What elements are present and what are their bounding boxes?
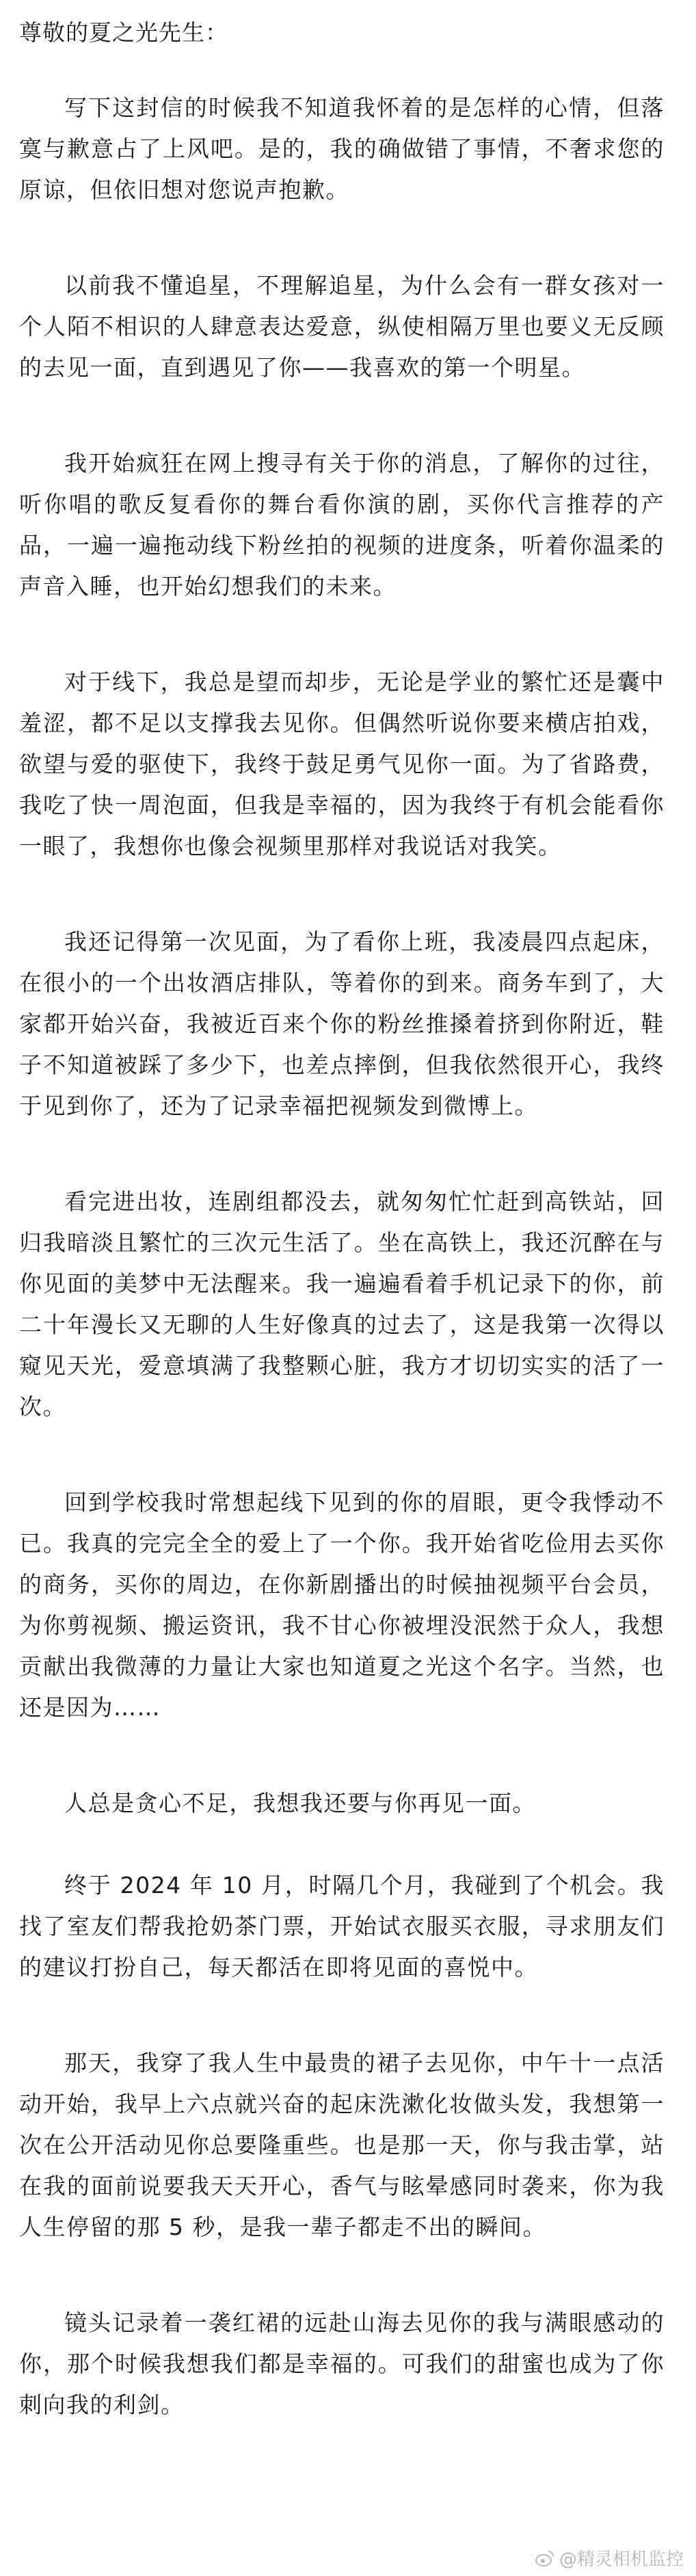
weibo-watermark <box>535 2545 684 2571</box>
letter-paragraph-11: 镜头记录着一袭红裙的远赴山海去见你的我与满眼感动的你，那个时候我想我们都是幸福的。可我们的甜蜜也成为了你刺向我的利剑。 <box>19 2309 665 2418</box>
letter-greeting: 尊敬的夏之光先生： <box>19 19 228 46</box>
letter-paragraph-3: 我开始疯狂在网上搜寻有关于你的消息，了解你的过往，听你唱的歌反复看你的舞台看你演的剧，买你代言推荐的产品，一遍一遍拖动线下粉丝拍的视频的进度条，听着你温柔的声音入睡，也开始幻想我们的未来。 <box>19 450 665 600</box>
letter-paragraph-10: 那天，我穿了我人生中最贵的裙子去见你，中午十一点活动开始，我早上六点就兴奋的起床洗漱化妆做头发，我想第一次在公开活动见你总要隆重些。也是那一天，你与我击掌，站在我的面前说要我天天开心，香气与眩晕感同时袭来，你为我人生停留的那 5 秒，是我一辈子都走不出的瞬间。 <box>19 2050 665 2240</box>
letter-paragraph-6: 看完进出妆，连剧组都没去，就匆匆忙忙赶到高铁站，回归我暗淡且繁忙的三次元生活了。坐在高铁上，我还沉醉在与你见面的美梦中无法醒来。我一遍遍看着手机记录下的你，前二十年漫长又无聊的人生好像真的过去了，这是我第一次得以窥见天光，爱意填满了我整颗心脏，我方才切切实实的活了一次。 <box>19 1188 665 1420</box>
letter-paragraph-2: 以前我不懂追星，不理解追星，为什么会有一群女孩对一个人陌不相识的人肆意表达爱意，纵使相隔万里也要义无反顾的去见一面，直到遇见了你——我喜欢的第一个明星。 <box>19 272 665 381</box>
letter-paragraph-4: 对于线下，我总是望而却步，无论是学业的繁忙还是囊中羞涩，都不足以支撑我去见你。但偶然听说你要来横店拍戏，欲望与爱的驱使下，我终于鼓足勇气见你一面。为了省路费，我吃了快一周泡面，但我是幸福的，因为我终于有机会能看你一眼了，我想你也像会视频里那样对我说话对我笑。 <box>19 669 665 859</box>
letter-paragraph-9: 终于 2024 年 10 月，时隔几个月，我碰到了个机会。我找了室友们帮我抢奶茶门票，开始试衣服买衣服，寻求朋友们的建议打扮自己，每天都活在即将见面的喜悦中。 <box>19 1872 665 1981</box>
letter-paragraph-5: 我还记得第一次见面，为了看你上班，我凌晨四点起床，在很小的一个出妆酒店排队，等着你的到来。商务车到了，大家都开始兴奋，我被近百来个你的粉丝推搡着挤到你附近，鞋子不知道被踩了多少下，也差点摔倒，但我依然很开心，我终于见到你了，还为了记录幸福把视频发到微博上。 <box>19 928 665 1119</box>
weibo-icon <box>535 2548 555 2568</box>
watermark-text: @精灵相机监控 <box>559 2549 684 2570</box>
letter-paragraph-7: 回到学校我时常想起线下见到的你的眉眼，更令我悸动不已。我真的完完全全的爱上了一个你。我开始省吃俭用去买你的商务，买你的周边，在你新剧播出的时候抽视频平台会员，为你剪视频、搬运资讯，我不甘心你被埋没泯然于众人，我想贡献出我微薄的力量让大家也知道夏之光这个名字。当然，也还是因为…… <box>19 1489 665 1721</box>
letter-paragraph-1: 写下这封信的时候我不知道我怀着的是怎样的心情，但落寞与歉意占了上风吧。是的，我的确做错了事情，不奢求您的原谅，但依旧想对您说声抱歉。 <box>19 94 665 203</box>
letter-paragraph-8: 人总是贪心不足，我想我还要与你再见一面。 <box>64 1790 536 1816</box>
